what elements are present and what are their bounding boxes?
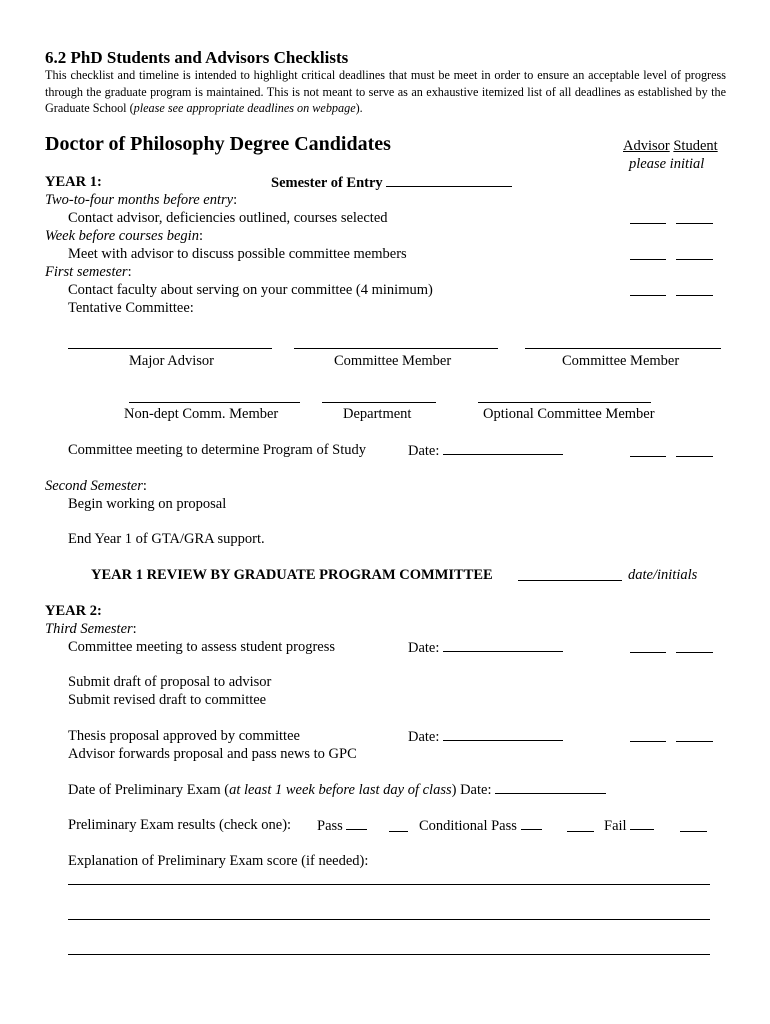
date-label: Date: xyxy=(408,640,440,656)
pass-initial-field[interactable] xyxy=(389,831,408,832)
conditional-pass-label: Conditional Pass xyxy=(419,818,517,834)
conditional-pass-option xyxy=(419,817,542,835)
student-initial-3[interactable] xyxy=(676,295,713,296)
advisor-initial-1[interactable] xyxy=(630,223,666,224)
third-semester-label xyxy=(45,621,137,638)
intro-italic-note: please see appropriate deadlines on webpage xyxy=(133,101,356,115)
non-dept-member-caption: Non-dept Comm. Member xyxy=(124,406,279,422)
advisor-initial-6[interactable] xyxy=(630,741,666,742)
first-semester-label xyxy=(45,264,132,281)
student-initial-2[interactable] xyxy=(676,259,713,260)
second-semester-label xyxy=(45,478,147,495)
student-initial-6[interactable] xyxy=(676,741,713,742)
page-title: 6.2 PhD Students and Advisors Checklists xyxy=(45,48,349,67)
third-semester-text: Third Semester xyxy=(45,621,133,637)
conditional-pass-initial-field[interactable] xyxy=(567,831,594,832)
fail-check-field[interactable] xyxy=(630,817,654,830)
committee-member-1-line[interactable] xyxy=(294,348,498,349)
end-year1-item: End Year 1 of GTA/GRA support. xyxy=(68,531,265,547)
fail-initial-field[interactable] xyxy=(680,831,707,832)
two-to-four-label xyxy=(45,192,237,209)
explanation-line-1[interactable] xyxy=(68,884,710,885)
student-initial-1[interactable] xyxy=(676,223,713,224)
committee-member-2-line[interactable] xyxy=(525,348,721,349)
two-to-four-text: Two-to-four months before entry xyxy=(45,192,234,208)
non-dept-member-line[interactable] xyxy=(129,402,300,403)
assess-progress-date xyxy=(408,639,563,657)
column-headers xyxy=(623,138,718,155)
advisor-initial-5[interactable] xyxy=(630,652,666,653)
semester-of-entry-label: Semester of Entry xyxy=(271,175,383,191)
committee-member-1-caption: Committee Member xyxy=(334,353,452,369)
prelim-results-label: Preliminary Exam results (check one): xyxy=(68,817,292,833)
semester-of-entry xyxy=(271,174,512,192)
colon: : xyxy=(127,264,132,280)
week-before-label xyxy=(45,228,203,245)
assess-progress-date-field[interactable] xyxy=(443,639,563,652)
intro-paragraph xyxy=(45,67,726,117)
date-label: Date: xyxy=(408,443,440,459)
prelim-date-label: ) Date: xyxy=(451,782,492,798)
review-date-initials-field[interactable] xyxy=(518,580,622,581)
advisor-initial-4[interactable] xyxy=(630,456,666,457)
meet-advisor-item: Meet with advisor to discuss possible committee members xyxy=(68,246,407,262)
fail-option xyxy=(604,817,654,835)
program-study-item: Committee meeting to determine Program of Study xyxy=(68,442,367,458)
pass-check-field[interactable] xyxy=(346,817,367,830)
intro-end: ). xyxy=(355,101,363,115)
prelim-date-text: Date of Preliminary Exam ( xyxy=(68,782,230,798)
committee-member-2-caption: Committee Member xyxy=(562,353,680,369)
department-caption: Department xyxy=(343,406,412,422)
intro-text: This checklist and timeline is intended to highlight critical deadlines that must be meet in order to ensure an acceptable level of progress through the graduate program is maintained. This is not meant to serve as an exhaustive itemized list of all deadlines as established by the Graduate School ( xyxy=(45,68,726,115)
tentative-committee-label: Tentative Committee: xyxy=(68,300,194,316)
semester-of-entry-field[interactable] xyxy=(386,174,512,187)
year1-label: YEAR 1: xyxy=(45,174,102,190)
pass-label: Pass xyxy=(317,818,343,834)
colon: : xyxy=(142,478,147,494)
thesis-approved-date xyxy=(408,728,563,746)
date-label: Date: xyxy=(408,729,440,745)
major-advisor-line[interactable] xyxy=(68,348,272,349)
submit-draft-item: Submit draft of proposal to advisor xyxy=(68,674,272,690)
department-line[interactable] xyxy=(322,402,436,403)
prelim-date-note: at least 1 week before last day of class xyxy=(229,782,452,798)
explanation-line-3[interactable] xyxy=(68,954,710,955)
fail-label: Fail xyxy=(604,818,627,834)
begin-proposal-item: Begin working on proposal xyxy=(68,496,227,512)
contact-faculty-item: Contact faculty about serving on your committee (4 minimum) xyxy=(68,282,433,298)
second-semester-text: Second Semester xyxy=(45,478,143,494)
week-before-text: Week before courses begin xyxy=(45,228,199,244)
colon: : xyxy=(233,192,238,208)
explanation-line-2[interactable] xyxy=(68,919,710,920)
advisor-initial-3[interactable] xyxy=(630,295,666,296)
student-column-header: Student xyxy=(673,138,718,154)
student-initial-4[interactable] xyxy=(676,456,713,457)
pass-option xyxy=(317,817,367,835)
thesis-approved-date-field[interactable] xyxy=(443,728,563,741)
colon: : xyxy=(132,621,137,637)
advisor-initial-2[interactable] xyxy=(630,259,666,260)
optional-member-caption: Optional Committee Member xyxy=(483,406,655,422)
prelim-exam-date-field[interactable] xyxy=(495,781,606,794)
year1-review-heading: YEAR 1 REVIEW BY GRADUATE PROGRAM COMMITTEE xyxy=(91,567,493,583)
submit-revised-item: Submit revised draft to committee xyxy=(68,692,267,708)
advisor-forwards-item: Advisor forwards proposal and pass news to GPC xyxy=(68,746,357,762)
prelim-exam-date-item xyxy=(68,781,606,799)
colon: : xyxy=(198,228,203,244)
program-study-date-field[interactable] xyxy=(443,442,563,455)
initial-note: please initial xyxy=(629,156,705,172)
year2-label: YEAR 2: xyxy=(45,603,102,619)
first-semester-text: First semester xyxy=(45,264,128,280)
section-heading: Doctor of Philosophy Degree Candidates xyxy=(45,133,391,155)
major-advisor-caption: Major Advisor xyxy=(129,353,214,369)
advisor-column-header: Advisor xyxy=(623,138,670,154)
assess-progress-item: Committee meeting to assess student progress xyxy=(68,639,336,655)
student-initial-5[interactable] xyxy=(676,652,713,653)
thesis-approved-item: Thesis proposal approved by committee xyxy=(68,728,300,744)
optional-member-line[interactable] xyxy=(478,402,651,403)
explanation-label: Explanation of Preliminary Exam score (if needed): xyxy=(68,853,369,869)
date-initials-note: date/initials xyxy=(628,567,698,583)
contact-advisor-item: Contact advisor, deficiencies outlined, courses selected xyxy=(68,210,388,226)
conditional-pass-check-field[interactable] xyxy=(521,817,542,830)
program-study-date xyxy=(408,442,563,460)
